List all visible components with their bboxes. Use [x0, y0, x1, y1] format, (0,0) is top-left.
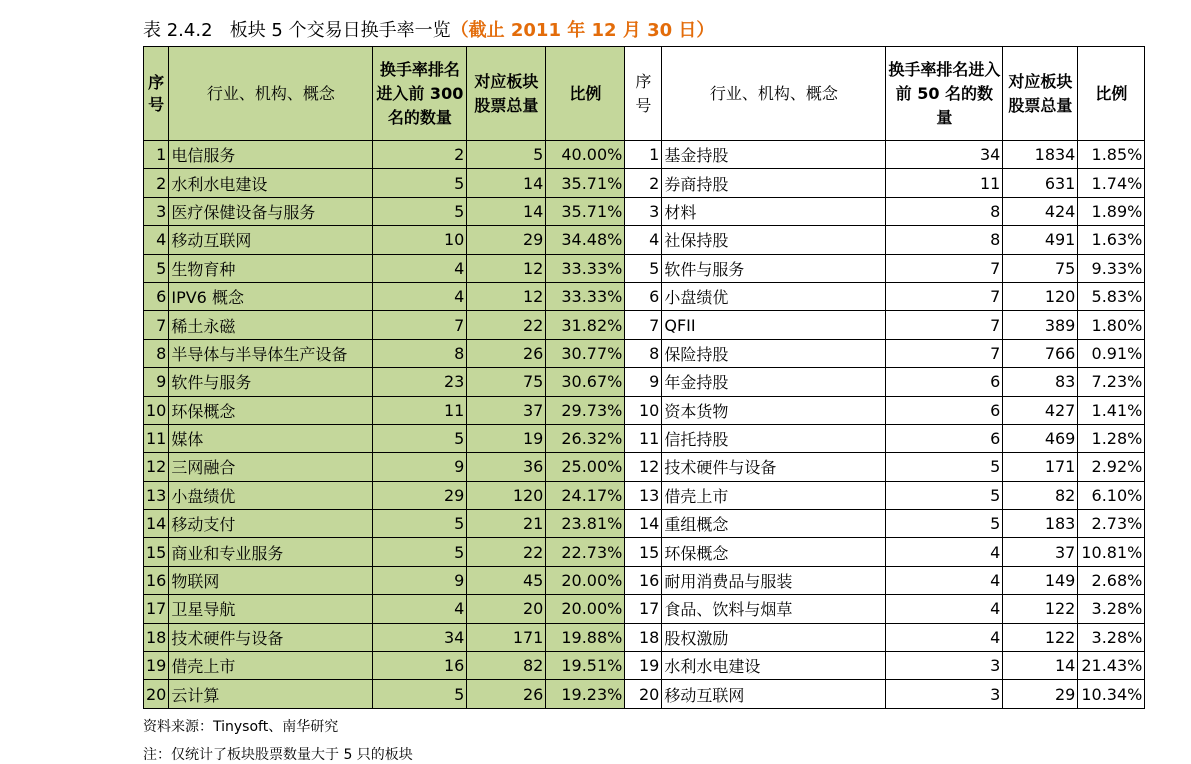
left-count-cell: 34 [373, 623, 467, 651]
right-count-cell: 7 [886, 282, 1003, 310]
right-total-cell: 424 [1003, 197, 1078, 225]
left-ratio-cell: 35.71% [546, 169, 625, 197]
right-ratio-cell: 2.73% [1078, 510, 1145, 538]
right-name-cell: 股权激励 [662, 623, 886, 651]
right-count-cell: 8 [886, 197, 1003, 225]
left-ratio-cell: 33.33% [546, 282, 625, 310]
left-idx-cell: 12 [144, 453, 169, 481]
right-idx-cell: 1 [625, 141, 662, 169]
left-count-cell: 29 [373, 481, 467, 509]
right-count-cell: 34 [886, 141, 1003, 169]
right-name-cell: 保险持股 [662, 339, 886, 367]
left-idx-cell: 19 [144, 652, 169, 680]
right-name-cell: QFII [662, 311, 886, 339]
right-name-cell: 材料 [662, 197, 886, 225]
right-count-cell: 5 [886, 453, 1003, 481]
right-idx-cell: 20 [625, 680, 662, 708]
left-total-cell: 22 [467, 538, 546, 566]
header-row [144, 47, 1145, 141]
left-idx-cell: 5 [144, 254, 169, 282]
right-name-cell: 信托持股 [662, 424, 886, 452]
right-total-cell: 75 [1003, 254, 1078, 282]
right-count-cell: 3 [886, 652, 1003, 680]
right-idx-cell: 13 [625, 481, 662, 509]
left-ratio-cell: 25.00% [546, 453, 625, 481]
table-row [144, 595, 1145, 623]
right-idx-cell: 4 [625, 226, 662, 254]
table-caption [143, 16, 714, 42]
left-ratio-cell: 26.32% [546, 424, 625, 452]
left-total-cell: 5 [467, 141, 546, 169]
left-count-cell: 5 [373, 680, 467, 708]
left-ratio-cell: 29.73% [546, 396, 625, 424]
left-name-cell: 电信服务 [169, 141, 373, 169]
right-total-cell: 766 [1003, 339, 1078, 367]
right-total-cell: 427 [1003, 396, 1078, 424]
left-total-cell: 14 [467, 169, 546, 197]
right-total-cell: 120 [1003, 282, 1078, 310]
left-name-cell: 物联网 [169, 566, 373, 594]
left-count-cell: 5 [373, 538, 467, 566]
header-left-total: 对应板块股票总量 [467, 47, 546, 141]
right-total-cell: 37 [1003, 538, 1078, 566]
left-name-cell: 三网融合 [169, 453, 373, 481]
right-name-cell: 券商持股 [662, 169, 886, 197]
left-total-cell: 20 [467, 595, 546, 623]
right-idx-cell: 3 [625, 197, 662, 225]
left-ratio-cell: 19.51% [546, 652, 625, 680]
right-ratio-cell: 10.34% [1078, 680, 1145, 708]
right-name-cell: 环保概念 [662, 538, 886, 566]
table-row [144, 623, 1145, 651]
right-name-cell: 借壳上市 [662, 481, 886, 509]
right-idx-cell: 15 [625, 538, 662, 566]
right-total-cell: 14 [1003, 652, 1078, 680]
left-total-cell: 82 [467, 652, 546, 680]
left-name-cell: 医疗保健设备与服务 [169, 197, 373, 225]
table-row [144, 197, 1145, 225]
table-row [144, 481, 1145, 509]
right-name-cell: 软件与服务 [662, 254, 886, 282]
right-ratio-cell: 10.81% [1078, 538, 1145, 566]
right-name-cell: 移动互联网 [662, 680, 886, 708]
caption-text: 板块 5 个交易日换手率一览 [229, 20, 451, 41]
right-idx-cell: 16 [625, 566, 662, 594]
left-idx-cell: 1 [144, 141, 169, 169]
table-row [144, 510, 1145, 538]
left-name-cell: 小盘绩优 [169, 481, 373, 509]
footnote: 注：仅统计了板块股票数量大于 5 只的板块 [143, 747, 413, 763]
left-name-cell: 软件与服务 [169, 368, 373, 396]
right-idx-cell: 18 [625, 623, 662, 651]
header-left-name: 行业、机构、概念 [169, 47, 373, 141]
right-ratio-cell: 1.80% [1078, 311, 1145, 339]
left-idx-cell: 14 [144, 510, 169, 538]
left-idx-cell: 16 [144, 566, 169, 594]
right-total-cell: 83 [1003, 368, 1078, 396]
right-count-cell: 7 [886, 339, 1003, 367]
left-ratio-cell: 19.23% [546, 680, 625, 708]
table-row [144, 424, 1145, 452]
left-total-cell: 36 [467, 453, 546, 481]
left-name-cell: 稀土永磁 [169, 311, 373, 339]
header-left-idx: 序号 [144, 47, 169, 141]
table-row [144, 396, 1145, 424]
right-idx-cell: 10 [625, 396, 662, 424]
left-name-cell: 卫星导航 [169, 595, 373, 623]
right-count-cell: 5 [886, 481, 1003, 509]
right-ratio-cell: 5.83% [1078, 282, 1145, 310]
left-count-cell: 4 [373, 254, 467, 282]
left-total-cell: 29 [467, 226, 546, 254]
header-left-count: 换手率排名进入前 300 名的数量 [373, 47, 467, 141]
left-count-cell: 16 [373, 652, 467, 680]
table-row [144, 141, 1145, 169]
left-total-cell: 26 [467, 680, 546, 708]
left-idx-cell: 13 [144, 481, 169, 509]
right-ratio-cell: 6.10% [1078, 481, 1145, 509]
left-count-cell: 4 [373, 595, 467, 623]
left-count-cell: 11 [373, 396, 467, 424]
left-idx-cell: 15 [144, 538, 169, 566]
right-total-cell: 149 [1003, 566, 1078, 594]
left-count-cell: 10 [373, 226, 467, 254]
right-name-cell: 耐用消费品与服装 [662, 566, 886, 594]
left-idx-cell: 17 [144, 595, 169, 623]
right-idx-cell: 7 [625, 311, 662, 339]
left-ratio-cell: 19.88% [546, 623, 625, 651]
left-total-cell: 45 [467, 566, 546, 594]
table-row [144, 339, 1145, 367]
right-count-cell: 3 [886, 680, 1003, 708]
left-count-cell: 7 [373, 311, 467, 339]
left-idx-cell: 20 [144, 680, 169, 708]
left-ratio-cell: 30.67% [546, 368, 625, 396]
left-total-cell: 14 [467, 197, 546, 225]
left-idx-cell: 18 [144, 623, 169, 651]
right-ratio-cell: 0.91% [1078, 339, 1145, 367]
left-ratio-cell: 30.77% [546, 339, 625, 367]
table-row [144, 282, 1145, 310]
table-row [144, 254, 1145, 282]
table-row [144, 311, 1145, 339]
right-name-cell: 资本货物 [662, 396, 886, 424]
right-ratio-cell: 2.92% [1078, 453, 1145, 481]
left-total-cell: 26 [467, 339, 546, 367]
left-total-cell: 22 [467, 311, 546, 339]
left-name-cell: 商业和专业服务 [169, 538, 373, 566]
right-name-cell: 社保持股 [662, 226, 886, 254]
table-row [144, 652, 1145, 680]
right-idx-cell: 8 [625, 339, 662, 367]
left-total-cell: 120 [467, 481, 546, 509]
left-idx-cell: 8 [144, 339, 169, 367]
right-count-cell: 4 [886, 595, 1003, 623]
table-row [144, 169, 1145, 197]
left-idx-cell: 10 [144, 396, 169, 424]
right-name-cell: 重组概念 [662, 510, 886, 538]
right-total-cell: 29 [1003, 680, 1078, 708]
right-idx-cell: 6 [625, 282, 662, 310]
right-name-cell: 水利水电建设 [662, 652, 886, 680]
right-count-cell: 6 [886, 424, 1003, 452]
left-count-cell: 2 [373, 141, 467, 169]
right-total-cell: 631 [1003, 169, 1078, 197]
left-total-cell: 12 [467, 254, 546, 282]
left-idx-cell: 2 [144, 169, 169, 197]
left-count-cell: 5 [373, 197, 467, 225]
source-note: 资料来源：Tinysoft、南华研究 [143, 719, 339, 735]
right-count-cell: 5 [886, 510, 1003, 538]
header-right-total: 对应板块股票总量 [1003, 47, 1078, 141]
left-name-cell: IPV6 概念 [169, 282, 373, 310]
header-right-count: 换手率排名进入前 50 名的数量 [886, 47, 1003, 141]
left-count-cell: 5 [373, 510, 467, 538]
table-row [144, 538, 1145, 566]
turnover-table [143, 46, 1145, 709]
table-row [144, 368, 1145, 396]
right-ratio-cell: 7.23% [1078, 368, 1145, 396]
right-count-cell: 4 [886, 623, 1003, 651]
left-total-cell: 75 [467, 368, 546, 396]
right-idx-cell: 11 [625, 424, 662, 452]
header-left-ratio: 比例 [546, 47, 625, 141]
left-ratio-cell: 20.00% [546, 595, 625, 623]
right-name-cell: 年金持股 [662, 368, 886, 396]
left-name-cell: 媒体 [169, 424, 373, 452]
header-right-idx: 序号 [625, 47, 662, 141]
left-total-cell: 21 [467, 510, 546, 538]
left-ratio-cell: 22.73% [546, 538, 625, 566]
right-total-cell: 122 [1003, 595, 1078, 623]
left-count-cell: 8 [373, 339, 467, 367]
left-ratio-cell: 23.81% [546, 510, 625, 538]
table-row [144, 680, 1145, 708]
right-count-cell: 4 [886, 566, 1003, 594]
left-name-cell: 技术硬件与设备 [169, 623, 373, 651]
table-row [144, 453, 1145, 481]
left-idx-cell: 4 [144, 226, 169, 254]
left-idx-cell: 3 [144, 197, 169, 225]
left-name-cell: 生物育种 [169, 254, 373, 282]
right-count-cell: 6 [886, 396, 1003, 424]
right-count-cell: 11 [886, 169, 1003, 197]
right-name-cell: 技术硬件与设备 [662, 453, 886, 481]
left-idx-cell: 9 [144, 368, 169, 396]
left-name-cell: 水利水电建设 [169, 169, 373, 197]
left-name-cell: 环保概念 [169, 396, 373, 424]
right-total-cell: 1834 [1003, 141, 1078, 169]
right-ratio-cell: 1.89% [1078, 197, 1145, 225]
left-count-cell: 5 [373, 424, 467, 452]
left-ratio-cell: 24.17% [546, 481, 625, 509]
left-idx-cell: 7 [144, 311, 169, 339]
left-count-cell: 9 [373, 566, 467, 594]
right-count-cell: 6 [886, 368, 1003, 396]
right-ratio-cell: 1.74% [1078, 169, 1145, 197]
right-count-cell: 7 [886, 311, 1003, 339]
caption-label: 表 2.4.2 [143, 20, 213, 41]
left-total-cell: 37 [467, 396, 546, 424]
right-idx-cell: 5 [625, 254, 662, 282]
left-total-cell: 12 [467, 282, 546, 310]
header-right-ratio: 比例 [1078, 47, 1145, 141]
left-idx-cell: 6 [144, 282, 169, 310]
left-count-cell: 23 [373, 368, 467, 396]
right-idx-cell: 12 [625, 453, 662, 481]
right-ratio-cell: 1.41% [1078, 396, 1145, 424]
left-name-cell: 半导体与半导体生产设备 [169, 339, 373, 367]
left-count-cell: 9 [373, 453, 467, 481]
right-ratio-cell: 21.43% [1078, 652, 1145, 680]
left-total-cell: 19 [467, 424, 546, 452]
header-right-name: 行业、机构、概念 [662, 47, 886, 141]
right-ratio-cell: 1.63% [1078, 226, 1145, 254]
right-ratio-cell: 9.33% [1078, 254, 1145, 282]
right-ratio-cell: 1.85% [1078, 141, 1145, 169]
left-total-cell: 171 [467, 623, 546, 651]
right-idx-cell: 9 [625, 368, 662, 396]
right-idx-cell: 14 [625, 510, 662, 538]
left-count-cell: 5 [373, 169, 467, 197]
right-ratio-cell: 3.28% [1078, 623, 1145, 651]
left-ratio-cell: 31.82% [546, 311, 625, 339]
table-row [144, 566, 1145, 594]
right-idx-cell: 17 [625, 595, 662, 623]
left-name-cell: 移动互联网 [169, 226, 373, 254]
right-total-cell: 122 [1003, 623, 1078, 651]
caption-date: （截止 2011 年 12 月 30 日） [450, 20, 715, 41]
right-idx-cell: 19 [625, 652, 662, 680]
left-ratio-cell: 20.00% [546, 566, 625, 594]
left-count-cell: 4 [373, 282, 467, 310]
right-total-cell: 82 [1003, 481, 1078, 509]
left-name-cell: 移动支付 [169, 510, 373, 538]
left-idx-cell: 11 [144, 424, 169, 452]
right-name-cell: 食品、饮料与烟草 [662, 595, 886, 623]
left-ratio-cell: 35.71% [546, 197, 625, 225]
right-ratio-cell: 1.28% [1078, 424, 1145, 452]
right-idx-cell: 2 [625, 169, 662, 197]
right-ratio-cell: 2.68% [1078, 566, 1145, 594]
left-ratio-cell: 40.00% [546, 141, 625, 169]
right-count-cell: 8 [886, 226, 1003, 254]
right-total-cell: 491 [1003, 226, 1078, 254]
table-row [144, 226, 1145, 254]
left-ratio-cell: 33.33% [546, 254, 625, 282]
right-name-cell: 基金持股 [662, 141, 886, 169]
right-total-cell: 389 [1003, 311, 1078, 339]
right-count-cell: 4 [886, 538, 1003, 566]
right-ratio-cell: 3.28% [1078, 595, 1145, 623]
left-name-cell: 云计算 [169, 680, 373, 708]
right-total-cell: 171 [1003, 453, 1078, 481]
right-total-cell: 183 [1003, 510, 1078, 538]
right-total-cell: 469 [1003, 424, 1078, 452]
left-name-cell: 借壳上市 [169, 652, 373, 680]
right-name-cell: 小盘绩优 [662, 282, 886, 310]
left-ratio-cell: 34.48% [546, 226, 625, 254]
right-count-cell: 7 [886, 254, 1003, 282]
